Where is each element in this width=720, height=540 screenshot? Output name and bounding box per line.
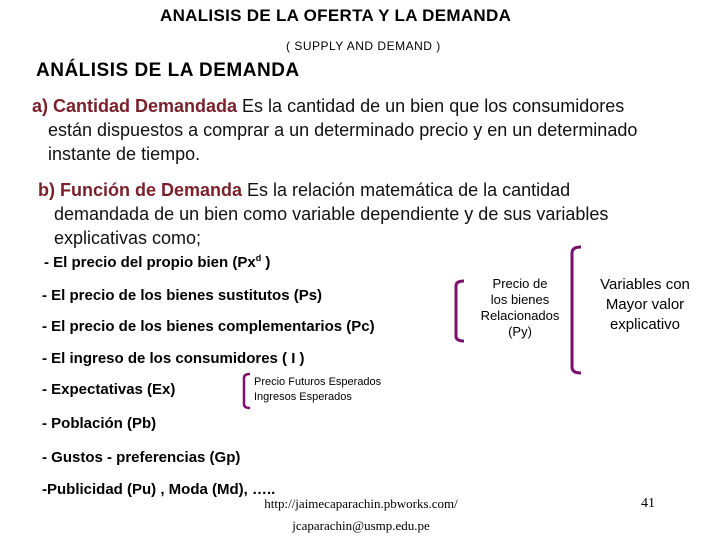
footer-url[interactable]: http://jaimecaparachin.pbworks.com/ bbox=[264, 496, 458, 511]
definition-a-line1: Es la cantidad de un bien que los consumidores bbox=[237, 96, 625, 116]
page-number: 41 bbox=[641, 496, 655, 511]
definition-b-line3: explicativas como; bbox=[54, 228, 202, 248]
item-advertising: -Publicidad (Pu) , Moda (Md), ….. bbox=[42, 481, 276, 498]
definition-b-line1: Es la relación matemática de la cantidad bbox=[242, 180, 571, 200]
item-substitutes-price: - El precio de los bienes sustitutos (Ps) bbox=[42, 287, 323, 304]
expectations-notes: Precio Futuros Esperados Ingresos Esperados bbox=[254, 376, 382, 403]
slide-title: ANALISIS DE LA OFERTA Y LA DEMANDA bbox=[160, 6, 512, 25]
key-variables-label: Variables con Mayor valor explicativo bbox=[600, 276, 690, 333]
item-tastes: - Gustos - preferencias (Gp) bbox=[42, 449, 241, 466]
item-expectations: - Expectativas (Ex) bbox=[42, 381, 176, 398]
related-prices-label: Precio de los bienes Relacionados (Py) bbox=[480, 276, 560, 339]
section-heading: ANÁLISIS DE LA DEMANDA bbox=[36, 60, 300, 81]
related-prices-bracket bbox=[452, 280, 466, 342]
expectations-bracket bbox=[241, 373, 251, 409]
definition-demand-function bbox=[38, 178, 718, 250]
footer-contact bbox=[250, 493, 472, 537]
slide-subtitle: ( SUPPLY AND DEMAND ) bbox=[286, 39, 441, 53]
superscript-d: d bbox=[255, 253, 262, 263]
item-complements-price: - El precio de los bienes complementarios (Pc) bbox=[42, 318, 375, 335]
term-quantity-demanded: a) Cantidad Demandada bbox=[32, 96, 238, 116]
key-variables-bracket bbox=[567, 246, 583, 374]
item-population: - Población (Pb) bbox=[42, 415, 157, 432]
definition-a-line3: instante de tiempo. bbox=[48, 144, 201, 164]
footer-email[interactable]: jcaparachin@usmp.edu.pe bbox=[292, 518, 430, 533]
term-demand-function: b) Función de Demanda bbox=[38, 180, 243, 200]
definition-b-line2: demandada de un bien como variable dependiente y de sus variables bbox=[54, 204, 609, 224]
definition-quantity-demanded bbox=[32, 94, 720, 166]
item-income: - El ingreso de los consumidores ( I ) bbox=[42, 350, 305, 367]
item-own-price: - El precio del propio bien (Px$^d$ ) bbox=[44, 253, 271, 271]
definition-a-line2: están dispuestos a comprar a un determinado precio y en un determinado bbox=[48, 120, 638, 140]
